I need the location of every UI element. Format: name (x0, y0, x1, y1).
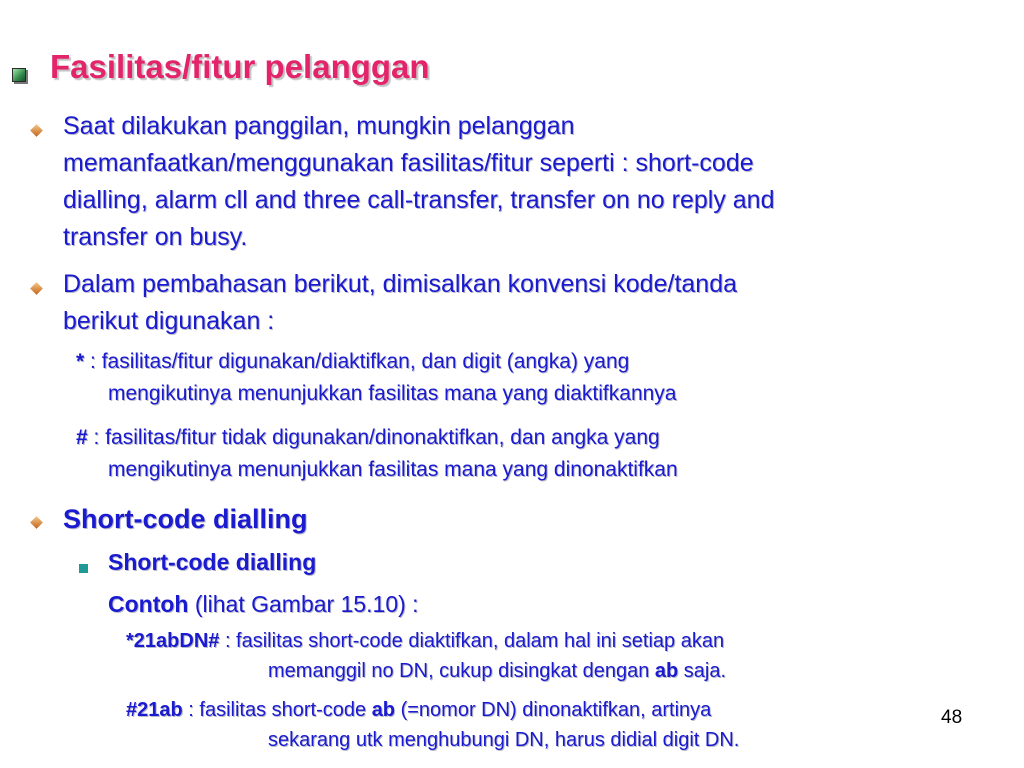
title-bullet-icon (12, 68, 26, 82)
contoh-label: Contoh (108, 591, 189, 617)
bullet1-line3: dialling, alarm cll and three call-transfer, transfer on no reply and (63, 186, 775, 214)
contoh-line (108, 589, 419, 619)
bullet2-line2: berikut digunakan : (63, 307, 275, 335)
bullet2-line1: Dalam pembahasan berikut, dimisalkan konvensi kode/tanda (63, 270, 737, 298)
example2-line1-text: : fasilitas short-code (182, 699, 372, 721)
example2-line2: sekarang utk menghubungi DN, harus didial digit DN. (268, 729, 740, 751)
example1-line2 (268, 656, 726, 686)
example2-line1-bold: ab (371, 699, 396, 721)
diamond-bullet-icon (30, 516, 43, 529)
example1-code: *21abDN# (126, 630, 220, 652)
star-symbol: * (76, 350, 85, 373)
contoh-rest: (lihat Gambar 15.10) : (188, 591, 419, 617)
page-number: 48 (941, 707, 963, 728)
example2-code: #21ab (126, 699, 183, 721)
bullet1-line4: transfer on busy. (63, 223, 248, 251)
sub-heading: Short-code dialling (108, 549, 317, 575)
example1-line2-text: memanggil no DN, cukup disingkat dengan (268, 660, 655, 682)
bullet3-heading: Short-code dialling (63, 504, 308, 534)
hash-definition-line2: mengikutinya menunjukkan fasilitas mana yang dinonaktifkan (108, 458, 678, 481)
diamond-bullet-icon (30, 124, 43, 137)
square-bullet-icon (79, 564, 88, 573)
star-definition (76, 346, 936, 410)
slide-title: Fasilitas/fitur pelanggan (50, 48, 430, 85)
bullet1-line2: memanfaatkan/menggunakan fasilitas/fitur seperti : short-code (63, 149, 754, 177)
example1-line2-bold: ab (654, 660, 679, 682)
star-definition-line2: mengikutinya menunjukkan fasilitas mana yang diaktifkannya (108, 382, 677, 405)
hash-symbol: # (76, 426, 88, 449)
hash-definition (76, 422, 936, 486)
example2-line1-end: (=nomor DN) dinonaktifkan, artinya (395, 699, 712, 721)
example1-line1 (126, 626, 724, 656)
example1-desc: : fasilitas short-code diaktifkan, dalam hal ini setiap akan (219, 630, 725, 652)
star-definition-line1: : fasilitas/fitur digunakan/diaktifkan, dan digit (angka) yang (84, 350, 630, 373)
bullet1-line1: Saat dilakukan panggilan, mungkin pelanggan (63, 112, 575, 140)
example2-line1 (126, 695, 711, 725)
diamond-bullet-icon (30, 282, 43, 295)
example1-line2-end: saja. (678, 660, 727, 682)
hash-definition-line1: : fasilitas/fitur tidak digunakan/dinonaktifkan, dan angka yang (87, 426, 660, 449)
